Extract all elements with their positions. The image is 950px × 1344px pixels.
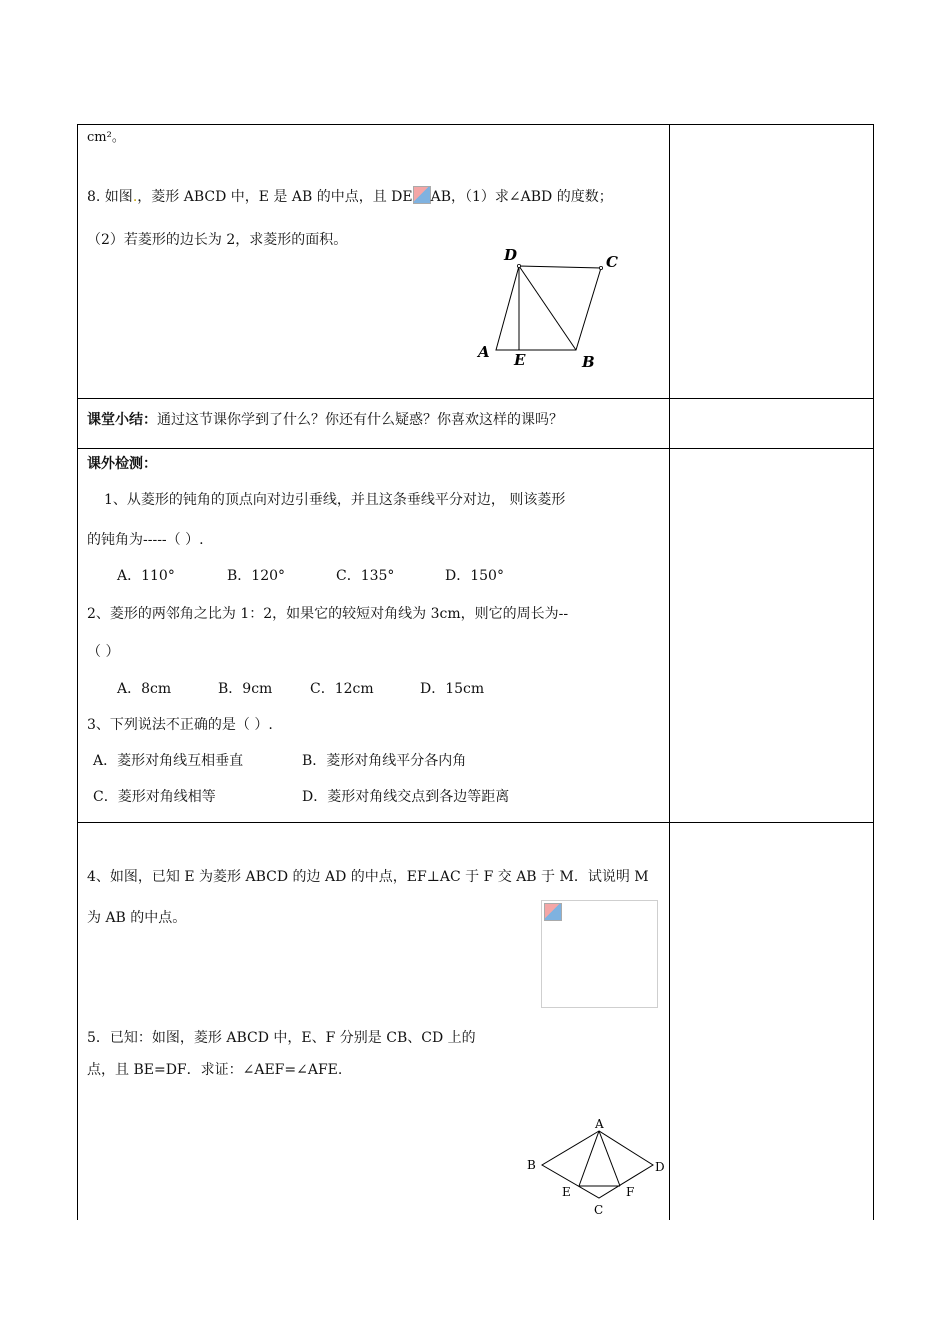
q1-option-a: A．110° — [117, 568, 175, 584]
q3-option-a: A．菱形对角线互相垂直 — [93, 753, 244, 769]
q8-point-d — [517, 264, 520, 267]
rhombus-figure-q8 — [472, 244, 632, 374]
class-summary-text: 通过这节课你学到了什么？你还有什么疑惑？你喜欢这样的课吗？ — [157, 412, 563, 428]
question-1-line-2: 的钝角为-----（ ）. — [87, 532, 204, 548]
q2-option-a: A．8cm — [117, 681, 172, 697]
question-3-line-1: 3、下列说法不正确的是（ ）. — [87, 717, 273, 733]
q8-rhombus-shape — [496, 266, 601, 350]
q5-segment-ae — [579, 1131, 599, 1186]
after-class-test-label: 课外检测： — [87, 456, 157, 472]
row-divider-1 — [77, 398, 874, 399]
question-1-line-1: 1、从菱形的钝角的顶点向对边引垂线，并且这条垂线平分对边， 则该菱形 — [104, 492, 566, 508]
q2-option-d: D．15cm — [420, 681, 485, 697]
q5-label-a: A — [595, 1117, 604, 1131]
unit-text: cm²。 — [87, 130, 125, 145]
table-right-border — [873, 124, 874, 1220]
q8-label-e: E — [514, 351, 526, 369]
q2-option-c: C．12cm — [310, 681, 374, 697]
q5-label-f: F — [626, 1185, 635, 1199]
q2-option-b: B．9cm — [218, 681, 273, 697]
q1-option-b: B．120° — [227, 568, 286, 584]
q1-option-c: C．135° — [336, 568, 395, 584]
q8-diagonal-db — [519, 266, 576, 350]
question-4-line-2: 为 AB 的中点。 — [87, 910, 187, 926]
q1-option-d: D．150° — [445, 568, 504, 584]
q3-option-d: D．菱形对角线交点到各边等距离 — [302, 789, 510, 805]
row-divider-3 — [77, 822, 874, 823]
q8-mark-icon: . — [132, 189, 138, 205]
question-5-line-2: 点，且 BE=DF．求证：∠AEF=∠AFE. — [87, 1062, 343, 1078]
class-summary-label: 课堂小结： — [87, 412, 157, 428]
q8-label-b: B — [582, 353, 595, 371]
q5-rhombus-shape — [542, 1131, 653, 1198]
q8-label-d: D — [504, 246, 518, 264]
q8-label-a: A — [478, 343, 490, 361]
q5-label-d: D — [655, 1160, 665, 1174]
q8-text-a: 8. 如图 — [87, 189, 133, 205]
rhombus-figure-q5 — [522, 1116, 672, 1226]
question-2-line-1: 2、菱形的两邻角之比为 1：2，如果它的较短对角线为 3cm，则它的周长为-- — [87, 606, 569, 622]
question-8-line-2: （2）若菱形的边长为 2，求菱形的面积。 — [87, 232, 348, 248]
q8-text-c: AB，（1）求∠ABD 的度数； — [430, 189, 613, 205]
broken-image-icon — [544, 903, 562, 921]
q8-label-c: C — [606, 253, 618, 271]
column-divider — [669, 124, 670, 1220]
question-8-line-1 — [87, 186, 613, 207]
q5-label-b: B — [527, 1158, 536, 1172]
q8-text-b: ，菱形 ABCD 中，E 是 AB 的中点，且 DE — [137, 189, 413, 205]
q8-point-c — [599, 266, 602, 269]
table-top-border — [77, 124, 874, 125]
q5-label-c: C — [594, 1203, 604, 1217]
question-4-line-1: 4、如图，已知 E 为菱形 ABCD 的边 AD 的中点，EF⊥AC 于 F 交 AB 于 M．试说明 M — [87, 869, 649, 885]
broken-image-icon — [413, 186, 431, 204]
q5-label-e: E — [562, 1185, 571, 1199]
question-2-line-2: （ ） — [87, 644, 120, 660]
row-divider-2 — [77, 448, 874, 449]
q5-segment-af — [599, 1131, 620, 1186]
question-5-line-1: 5．已知：如图，菱形 ABCD 中，E、F 分别是 CB、CD 上的 — [87, 1030, 476, 1046]
class-summary — [87, 410, 563, 430]
q4-figure-placeholder — [541, 900, 658, 1008]
q3-option-b: B．菱形对角线平分各内角 — [302, 753, 467, 769]
table-left-border — [77, 124, 78, 1220]
q3-option-c: C．菱形对角线相等 — [93, 789, 216, 805]
